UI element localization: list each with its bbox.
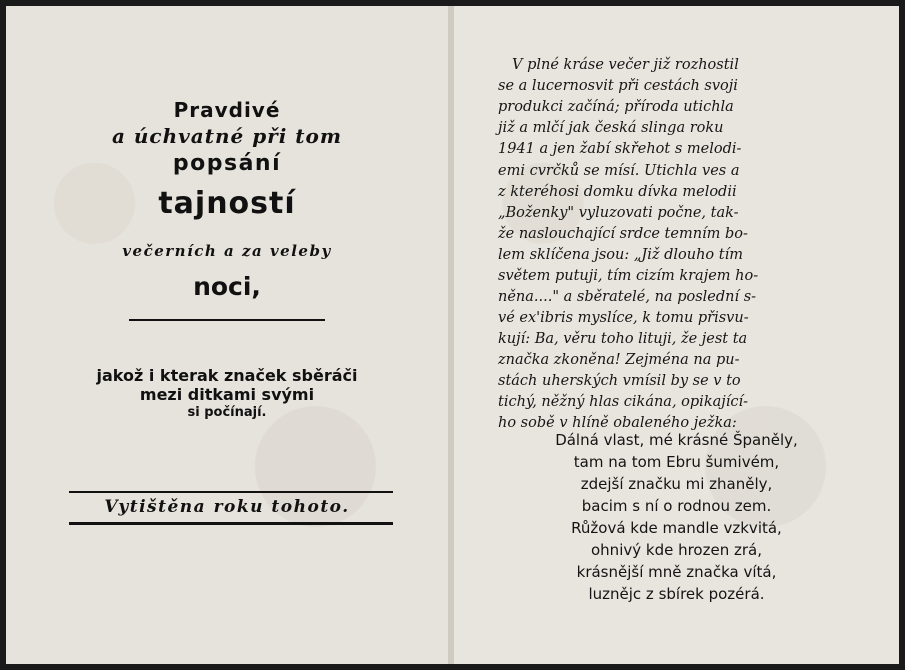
prose-line: značka zkoněna! Zejména na pu- bbox=[498, 352, 740, 368]
title-line-2: a úchvatné při tom bbox=[111, 124, 343, 148]
title-line-5: večerních a za veleby bbox=[122, 242, 332, 260]
prose-line: světem putuji, tím cizím krajem ho- bbox=[498, 268, 759, 284]
prose-line: produkci začíná; příroda utichla bbox=[498, 99, 734, 115]
left-page bbox=[6, 6, 448, 664]
poem-line: krásnější mně značka vítá, bbox=[576, 563, 777, 581]
title-line-1: Pravdivé bbox=[173, 98, 281, 122]
subtitle-line-3: si počínají. bbox=[187, 405, 267, 420]
prose-line: kují: Ba, věru toho lituji, že jest ta bbox=[498, 331, 748, 347]
subtitle-line-1: jakož i kterak značek sběráči bbox=[96, 366, 358, 385]
title-line-4: tajností bbox=[158, 186, 296, 221]
title-line-6: noci, bbox=[193, 272, 261, 301]
imprint-rule-top bbox=[69, 491, 393, 493]
imprint-rule-bottom bbox=[69, 522, 393, 525]
poem-line: zdejší značku mi zhaněly, bbox=[580, 475, 773, 493]
poem-line: bacim s ní o rodnou zem. bbox=[581, 497, 772, 515]
prose-line: něna...." a sběratelé, na poslední s- bbox=[498, 289, 757, 305]
prose-line: se a lucernosvit při cestách svoji bbox=[498, 78, 738, 94]
right-page bbox=[454, 6, 899, 664]
divider-rule bbox=[129, 319, 325, 321]
prose-line: V plné kráse večer již rozhostil bbox=[512, 57, 739, 73]
prose-line: „Boženky" vyluzovati počne, tak- bbox=[498, 205, 739, 221]
prose-line: ho sobě v hlíně obaleného ježka: bbox=[498, 415, 737, 431]
prose-line: lem sklíčena jsou: „Již dlouho tím bbox=[498, 247, 743, 263]
prose-line: emi cvrčků se mísí. Utichla ves a bbox=[498, 163, 740, 179]
prose-line: 1941 a jen žabí skřehot s melodi- bbox=[498, 141, 742, 157]
title-line-3: popsání bbox=[172, 151, 282, 176]
poem-line: luznějc z sbírek pozérá. bbox=[588, 585, 765, 603]
poem-line: Růžová kde mandle vzkvitá, bbox=[571, 519, 782, 537]
prose-line: stách uherských vmísil by se v to bbox=[498, 373, 741, 389]
imprint-text: Vytištěna roku tohoto. bbox=[104, 497, 350, 517]
prose-line: z kteréhosi domku dívka melodii bbox=[498, 184, 737, 200]
prose-line: vé ex'ibris myslíce, k tomu přisvu- bbox=[498, 310, 749, 326]
prose-line: tichý, něžný hlas cikána, opikající- bbox=[498, 394, 749, 410]
poem-line: ohnivý kde hrozen zrá, bbox=[591, 541, 762, 559]
subtitle-line-2: mezi ditkami svými bbox=[139, 385, 315, 404]
poem-line: Dálná vlast, mé krásné Španěly, bbox=[555, 431, 798, 449]
poem-line: tam na tom Ebru šumivém, bbox=[573, 453, 780, 471]
prose-line: již a mlčí jak česká slinga roku bbox=[498, 120, 724, 136]
prose-line: že naslouchající srdce temním bo- bbox=[498, 226, 748, 242]
